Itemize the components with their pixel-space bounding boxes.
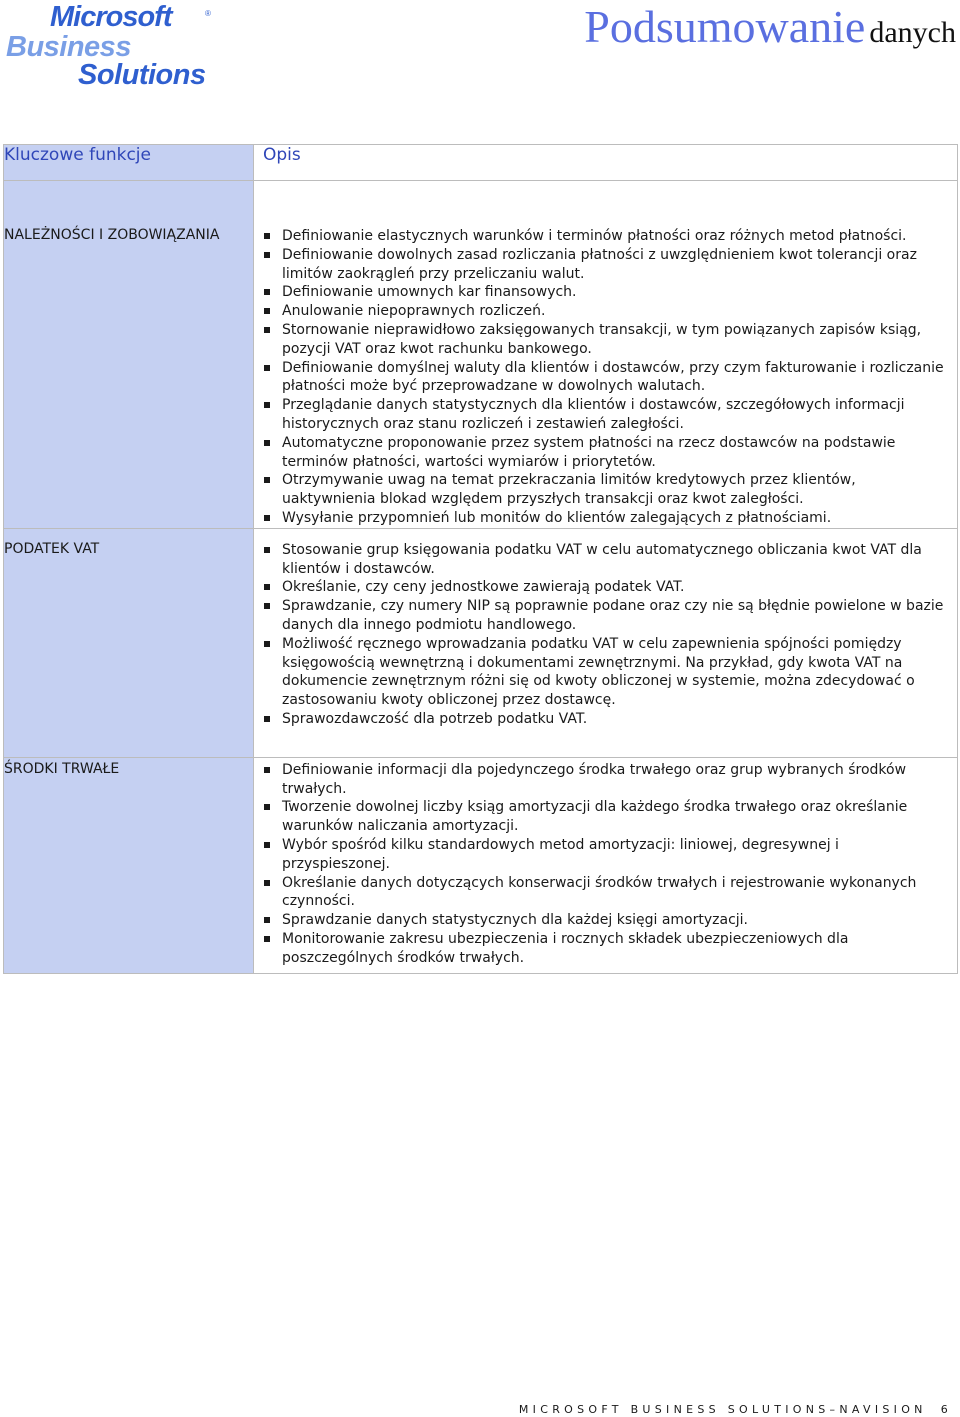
list-item: Stornowanie nieprawidłowo zaksięgowanych transakcji, w tym powiązanych zapisów ksiąg, pozycji VAT oraz kwot rachunku bankowego. [282, 321, 947, 359]
list-item: Definiowanie dowolnych zasad rozliczania płatności z uwzględnieniem kwot tolerancji oraz limitów zaokrągleń przy przeliczaniu walut. [282, 246, 947, 284]
svg-text:®: ® [205, 9, 211, 18]
list-item: Definiowanie informacji dla pojedynczego środka trwałego oraz grup wybranych środków trwałych. [282, 761, 947, 799]
table-row [4, 181, 958, 529]
column-header-description: Opis [254, 145, 958, 181]
list-item: Definiowanie umownych kar finansowych. [282, 283, 947, 302]
list-item: Tworzenie dowolnej liczby ksiąg amortyzacji dla każdego środka trwałego oraz określanie warunków naliczania amortyzacji. [282, 798, 947, 836]
list-item: Sprawdzanie danych statystycznych dla każdej księgi amortyzacji. [282, 911, 947, 930]
list-item: Wysyłanie przypomnień lub monitów do klientów zalegających z płatnościami. [282, 509, 947, 528]
table-row [4, 757, 958, 974]
page-footer [519, 1403, 952, 1416]
row-label-vat: PODATEK VAT [4, 528, 254, 757]
microsoft-business-solutions-logo [6, 2, 221, 88]
list-item: Definiowanie elastycznych warunków i terminów płatności oraz różnych metod płatności. [282, 227, 947, 246]
footer-text: MICROSOFT BUSINESS SOLUTIONS–NAVISION [518, 1403, 927, 1416]
list-item: Określanie, czy ceny jednostkowe zawierają podatek VAT. [282, 578, 947, 597]
list-item: Sprawozdawczość dla potrzeb podatku VAT. [282, 710, 947, 729]
svg-text:Solutions: Solutions [78, 59, 206, 88]
row-description-receivables-payables [254, 181, 958, 529]
list-item: Określanie danych dotyczących konserwacji środków trwałych i rejestrowanie wykonanych czynności. [282, 874, 947, 912]
svg-text:Business: Business [6, 31, 131, 63]
row-label-fixed-assets: ŚRODKI TRWAŁE [4, 757, 254, 974]
list-item: Monitorowanie zakresu ubezpieczenia i rocznych składek ubezpieczeniowych dla poszczególnych środków trwałych. [282, 930, 947, 968]
list-item: Automatyczne proponowanie przez system płatności na rzecz dostawców na podstawie terminów płatności, wartości wymiarów i priorytetów. [282, 434, 947, 472]
row-description-fixed-assets [254, 757, 958, 974]
page-number: 6 [940, 1403, 952, 1416]
bullet-list [254, 227, 957, 528]
list-item: Definiowanie domyślnej waluty dla klientów i dostawców, przy czym fakturowanie i rozliczanie płatności może być przeprowadzane w dowolnych walutach. [282, 359, 947, 397]
table-header-row [4, 145, 958, 181]
logo-graphic [6, 2, 221, 88]
list-item: Stosowanie grup księgowania podatku VAT w celu automatycznego obliczania kwot VAT dla klientów i dostawców. [282, 541, 947, 579]
list-item: Wybór spośród kilku standardowych metod amortyzacji: liniowej, degresywnej i przyspieszonej. [282, 836, 947, 874]
table-row [4, 528, 958, 757]
features-table [3, 144, 958, 974]
column-header-key-features: Kluczowe funkcje [4, 145, 254, 181]
bullet-list [254, 541, 957, 729]
bullet-list [254, 761, 957, 968]
list-item: Anulowanie niepoprawnych rozliczeń. [282, 302, 947, 321]
row-label-receivables-payables: NALEŻNOŚCI I ZOBOWIĄZANIA [4, 181, 254, 529]
list-item: Otrzymywanie uwag na temat przekraczania limitów kredytowych przez klientów, uaktywnienia blokad względem przyszłych transakcji oraz kwot zaległości. [282, 471, 947, 509]
svg-text:Microsoft: Microsoft [50, 2, 172, 33]
page-title-main: Podsumowanie [584, 1, 866, 52]
row-description-vat [254, 528, 958, 757]
page-title [584, 0, 956, 53]
list-item: Przeglądanie danych statystycznych dla klientów i dostawców, szczegółowych informacji historycznych oraz stanu rozliczeń i zestawień zaległości. [282, 396, 947, 434]
list-item: Możliwość ręcznego wprowadzania podatku VAT w celu zapewnienia spójności pomiędzy księgowością wewnętrzną i dokumentami zewnętrznymi. Na przykład, gdy kwota VAT na dokumencie zewnętrznym różni się od kwoty obliczonej w systemie, można zdecydować o zastosowaniu kwoty obliczonej przez dostawcę. [282, 635, 947, 710]
page-title-sub: danych [869, 16, 956, 49]
list-item: Sprawdzanie, czy numery NIP są poprawnie podane oraz czy nie są błędnie powielone w bazie danych dla innego podmiotu handlowego. [282, 597, 947, 635]
